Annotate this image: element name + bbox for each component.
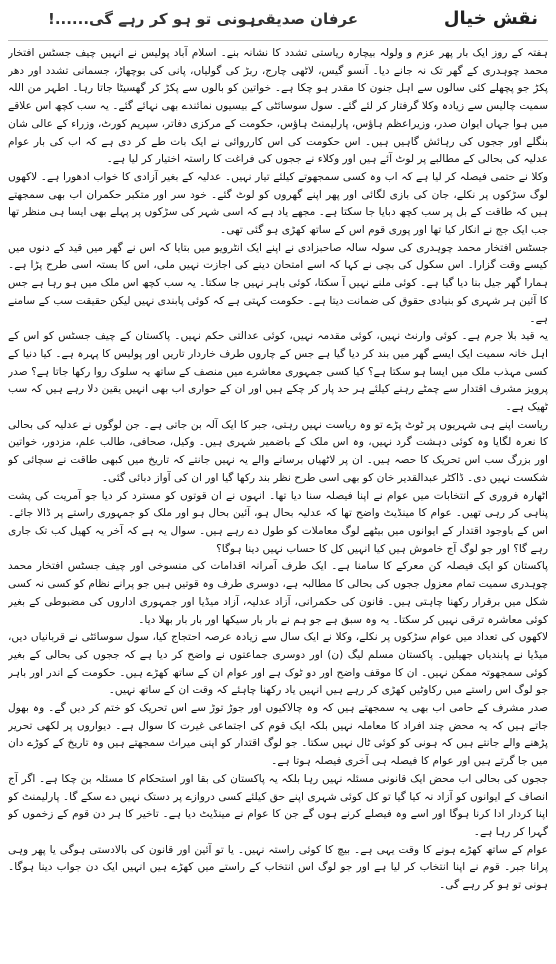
article-body bbox=[8, 45, 548, 961]
paragraph: لاکھوں کی تعداد میں عوام سڑکوں پر نکلے، وکلا نے ایک سال سے زیادہ عرصہ احتجاج کیا، سول سوسائٹی نے قربانیاں دیں، میڈیا نے پابندیاں جھیلیں۔ پاکستان مسلم لیگ (ن) اور دوسری جماعتوں نے واضح کر دیا ہے کہ ججوں کی بحالی کے بغیر کوئی سمجھوتہ ممکن نہیں۔ ان کا موقف واضح اور دو ٹوک ہے اور عوام ان کے ساتھ کھڑے ہیں۔ حکومت کے اندر اور باہر جو لوگ اس راستے میں رکاوٹیں کھڑی کر رہے ہیں انہیں یاد رکھنا چاہئے کہ وقت ان کے ساتھ نہیں۔ bbox=[8, 631, 548, 697]
paragraph: ریاست اپنے ہی شہریوں پر ٹوٹ پڑے تو وہ ریاست نہیں رہتی، جبر کا ایک آلہ بن جاتی ہے۔ جن لوگوں نے عدلیہ کی بحالی کا نعرہ لگایا وہ کوئی دہشت گرد نہیں، وہ اس ملک کے باضمیر شہری ہیں۔ وکیل، صحافی، طالب علم، مزدور، خواتین اور بزرگ سب اس تحریک کا حصہ ہیں۔ ان پر لاٹھیاں برسانے والے یہ نہیں جانتے کہ تاریخ میں کبھی طاقت نے سچائی کو شکست نہیں دی۔ ڈاکٹر عبدالقدیر خان کو بھی اسی طرح نظر بند رکھا گیا اور ان کی آواز دبائی گئی۔ bbox=[8, 418, 548, 484]
paragraph: ججوں کی بحالی اب محض ایک قانونی مسئلہ نہیں رہا بلکہ یہ پاکستان کی بقا اور استحکام کا مسئلہ بن چکا ہے۔ اگر آج انصاف کے ایوانوں کو آزاد نہ کیا گیا تو کل کوئی شہری اپنے حق کیلئے کسی دروازے پر دستک نہیں دے سکے گا۔ پارلیمنٹ کو اپنا کردار ادا کرنا ہوگا اور اسے وہ فیصلے کرنے ہوں گے جن کا عوام نے مینڈیٹ دیا ہے۔ تاخیر کا ہر دن قوم کے زخموں کو گہرا کر رہا ہے۔ bbox=[8, 772, 548, 838]
paragraph: اٹھارہ فروری کے انتخابات میں عوام نے اپنا فیصلہ سنا دیا تھا۔ انہوں نے ان قوتوں کو مسترد کر دیا جو آمریت کی پشت پناہی کر رہی تھیں۔ عوام کا مینڈیٹ واضح تھا کہ عدلیہ بحال ہو، آئین بحال ہو اور ملک کو جمہوری راستے پر ڈالا جائے۔ اس کے باوجود اقتدار کے ایوانوں میں بیٹھے لوگ معاملات کو طول دے رہے ہیں۔ سوال یہ ہے کہ آخر یہ کھیل کب تک جاری رہے گا؟ اور جو لوگ آج خاموش ہیں کیا انہیں کل کا حساب نہیں دینا ہوگا؟ bbox=[8, 489, 548, 555]
paragraph: صدر مشرف کے حامی اب بھی یہ سمجھتے ہیں کہ وہ چالاکیوں اور جوڑ توڑ سے اس تحریک کو ختم کر دیں گے۔ وہ بھول جاتے ہیں کہ یہ محض چند افراد کا معاملہ نہیں بلکہ ایک قوم کی اجتماعی غیرت کا سوال ہے۔ دیواروں پر لکھی تحریر پڑھنے والے جانتے ہیں کہ ہونی کو کوئی ٹال نہیں سکتا۔ جو لوگ اقتدار کو اپنی میراث سمجھتے ہیں وہ تاریخ کے کوڑے دان میں جا گرتے ہیں اور عوام کا فیصلہ ہی آخری فیصلہ ہوتا ہے۔ bbox=[8, 702, 548, 768]
column-name: نقش خیال bbox=[443, 8, 538, 29]
paragraph: پاکستان کو ایک فیصلہ کن معرکے کا سامنا ہے۔ ایک طرف آمرانہ اقدامات کی منسوخی اور چیف جسٹس افتخار محمد چوہدری سمیت تمام معزول ججوں کی بحالی کا مطالبہ ہے، دوسری طرف وہ قوتیں ہیں جو پرانے نظام کو کسی نہ کسی شکل میں برقرار رکھنا چاہتی ہیں۔ قانون کی حکمرانی، آزاد عدلیہ، آزاد میڈیا اور جمہوری اداروں کی مضبوطی کے بغیر کوئی معاشرہ ترقی نہیں کر سکتا۔ یہ وہ سبق ہے جو ہم نے بار بار سیکھا اور بار بار بھلا دیا۔ bbox=[8, 560, 548, 626]
paragraph: عوام کے ساتھ کھڑے ہونے کا وقت یہی ہے۔ بیچ کا کوئی راستہ نہیں۔ یا تو آئین اور قانون کی بالادستی ہوگی یا پھر وہی پرانا جبر۔ قوم نے اپنا انتخاب کر لیا ہے اور جو لوگ اس انتخاب کے راستے میں کھڑے ہیں انہیں ایک دن جواب دینا ہوگا۔ ہونی تو ہو کر رہے گی۔ bbox=[8, 843, 548, 892]
header-divider bbox=[8, 40, 548, 41]
paragraph: جسٹس افتخار محمد چوہدری کی سولہ سالہ صاحبزادی نے اپنے ایک انٹرویو میں بتایا کہ اس نے گھر میں قید کے دنوں میں کیسے وقت گزارا۔ اس سکول کی بچی نے کہا کہ اسے امتحان دینے کی اجازت نہیں ملی، اس کا بستہ اسی طرح پڑا ہے۔ ہمارا گھر جیل بنا دیا گیا ہے۔ کوئی ملنے نہیں آ سکتا، کوئی باہر نہیں جا سکتا۔ یہ سب کچھ اس ملک میں ہو رہا ہے جس کا آئین ہر شہری کو بنیادی حقوق کی ضمانت دیتا ہے۔ حکومت کہتی ہے کہ کوئی پابندی نہیں لیکن حقیقت سب کے سامنے ہے۔ bbox=[8, 241, 548, 325]
headline: ہونی تو ہو کر رہے گی......! bbox=[48, 10, 256, 28]
paragraph: یہ قید بلا جرم ہے۔ کوئی وارنٹ نہیں، کوئی مقدمہ نہیں، کوئی عدالتی حکم نہیں۔ پاکستان کے چیف جسٹس کو اس کے اہل خانہ سمیت ایک ایسے گھر میں بند کر دیا گیا ہے جس کے چاروں طرف خاردار تاریں اور پولیس کا پہرہ ہے۔ کیا دنیا کے کسی مہذب ملک میں ایسا ہو سکتا ہے؟ کیا کسی جمہوری معاشرے میں منصف کے ساتھ یہ سلوک روا رکھا جاتا ہے؟ صدر پرویز مشرف اقتدار سے چمٹے رہنے کیلئے ہر حد پار کر چکے ہیں اور ان کے حواری اب بھی انہیں یقین دلا رہے ہیں کہ سب ٹھیک ہے۔ bbox=[8, 330, 548, 414]
column-header bbox=[8, 6, 548, 40]
paragraph: وکلا نے حتمی فیصلہ کر لیا ہے کہ اب وہ کسی سمجھوتے کیلئے تیار نہیں۔ عدلیہ کے بغیر آزادی کا خواب ادھورا ہے۔ لاکھوں لوگ سڑکوں پر نکلے، جان کی بازی لگائی اور پھر اپنے گھروں کو لوٹ گئے۔ خود سر اور متکبر حکمران اب بھی سمجھتے ہیں کہ طاقت کے بل پر سب کچھ دبایا جا سکتا ہے۔ مجھے یاد ہے کہ اسی شہر کی سڑکوں پر پہلے بھی ایسا ہی منظر تھا جب ایک جج نے انکار کیا تھا اور پوری قوم اس کے ساتھ کھڑی ہو گئی تھی۔ bbox=[8, 170, 548, 237]
paragraph: ہفتہ کے روز ایک بار پھر عزم و ولولہ بیچارہ ریاستی تشدد کا نشانہ بنے۔ اسلام آباد پولیس نے انہیں چیف جسٹس افتخار محمد چوہدری کے گھر تک نہ جانے دیا۔ آنسو گیس، لاٹھی چارج، ربڑ کی گولیاں، پانی کی بوچھاڑ، جسمانی تشدد اور دھر پکڑ جو پچھلے کئی سالوں سے اہل جنون کا مقدر ہو چکا ہے۔ خواتین کو بالوں سے پکڑ کر گھسیٹا جاتا رہا۔ اطہر من اللہ سمیت چالیس سے زیادہ وکلا گرفتار کر لئے گئے۔ سول سوسائٹی کے بیسیوں نمائندے بھی نہائے گئے۔ یہ سب کچھ اس علاقے میں ہوا جہاں ایوان صدر، وزیراعظم ہاؤس، پارلیمنٹ ہاؤس، حکومت کے مرکزی دفاتر، سپریم کورٹ، وزراء کے عالی شان بنگلے اور ججوں کی رہائش گاہیں ہیں۔ اس حکومت کی اس کارروائی نے ایک بات طے کر دی ہے کہ اب کی بار عوام عدلیہ کی بحالی کے مطالبے پر لوٹ آئے ہیں اور وکلاء نے ججوں کی فراغت کا راستہ اختیار کر لیا ہے۔ bbox=[8, 47, 548, 166]
author-name: عرفان صدیقی bbox=[250, 10, 358, 28]
